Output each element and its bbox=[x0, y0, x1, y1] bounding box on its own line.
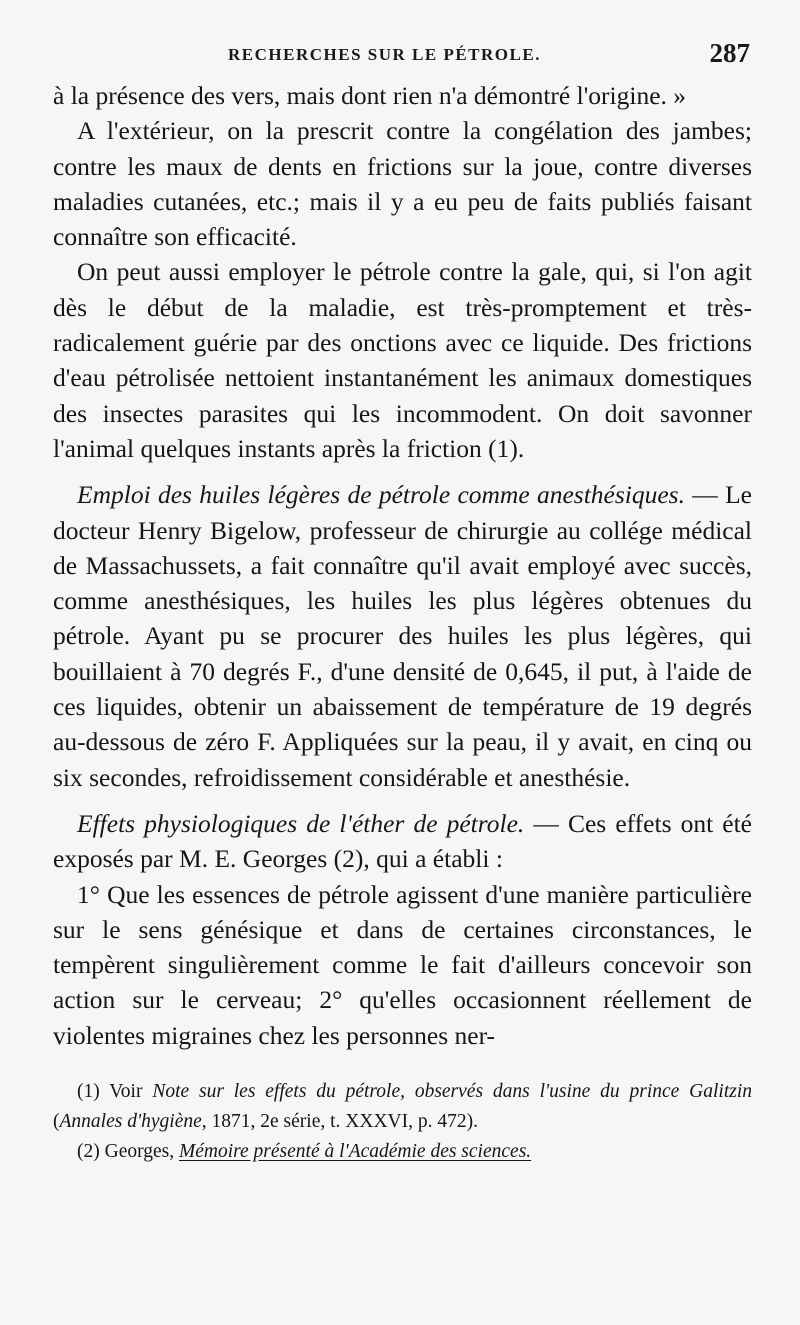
footnote-1-title: Note sur les effets du pétrole, observés dans l'usine du prince Galitzin bbox=[152, 1081, 752, 1103]
paragraph-anesthetics-text: — Le docteur Henry Bigelow, professeur de chirurgie au collége médical de Massachussets, a fait connaître qu'il avait employé avec succès, comme anesthésiques, les huiles les plus légères obtenues du pétrole. Ayant pu se procurer des huiles les plus légères, qui bouillaient à 70 degrés F., d'une densité de 0,645, il put, à l'aide de ces liquides, obtenir un abaissement de température de 19 degrés au-dessous de zéro F. Appliquées sur la peau, il y avait, en cinq ou six secondes, refroidissement considérable et anesthésie. bbox=[53, 480, 752, 792]
footnote-1 bbox=[53, 1077, 752, 1137]
paragraph-continuation: à la présence des vers, mais dont rien n'a démontré l'origine. » bbox=[53, 81, 687, 110]
footnote-2-prefix: (2) Georges, bbox=[77, 1141, 179, 1163]
paragraph-first-effect: 1° Que les essences de pétrole agissent d'une manière particulière sur le sens génésique et dans de certaines circonstances, le tempèrent singulièrement comme le fait d'ailleurs concevoir son action sur le cerveau; 2° qu'elles occasionnent réellement de violentes migraines chez les personnes ner- bbox=[53, 879, 752, 1050]
running-title: RECHERCHES SUR LE PÉTROLE. bbox=[228, 45, 541, 64]
section-gap bbox=[53, 795, 752, 806]
section-heading-anesthetics: Emploi des huiles légères de pétrole comme anesthésiques. bbox=[77, 480, 685, 510]
section-gap bbox=[53, 466, 752, 477]
paragraph-scabies: On peut aussi employer le pétrole contre la gale, qui, si l'on agit dès le début de la maladie, est très-promptement et très-radicalement guérie par des onctions avec ce liquide. Des frictions d'eau pétrolisée nettoient instantanément les animaux domestiques des insectes parasites qui les incommodent. On doit savonner l'animal quelques instants après la friction (1). bbox=[53, 257, 752, 463]
footnote-1-open: ( bbox=[53, 1111, 60, 1133]
footnote-1-citation: , 1871, 2e série, t. XXXVI, p. 472). bbox=[201, 1111, 478, 1133]
footnote-2-title: Mémoire présenté à l'Académie des sciences. bbox=[179, 1141, 532, 1163]
footnotes bbox=[53, 1077, 752, 1167]
page-header bbox=[53, 38, 752, 78]
page-number: 287 bbox=[709, 38, 750, 68]
footnote-1-prefix: (1) Voir bbox=[77, 1081, 153, 1103]
main-text bbox=[53, 78, 752, 1053]
footnote-2 bbox=[53, 1137, 752, 1167]
section-heading-physiological: Effets physiologiques de l'éther de pétrole. bbox=[77, 808, 525, 838]
paragraph-physiological-effects bbox=[53, 806, 752, 877]
paragraph-anesthetics bbox=[53, 477, 752, 795]
footnote-1-journal: Annales d'hygiène bbox=[59, 1111, 202, 1133]
paragraph-physiological-text: — Ces effets ont été exposés par M. E. Georges (2), qui a établi : bbox=[53, 808, 752, 874]
paragraph-external-use: A l'extérieur, on la prescrit contre la congélation des jambes; contre les maux de dents en frictions sur la joue, contre diverses maladies cutanées, etc.; mais il y a eu peu de faits publiés faisant connaître son efficacité. bbox=[53, 116, 752, 252]
